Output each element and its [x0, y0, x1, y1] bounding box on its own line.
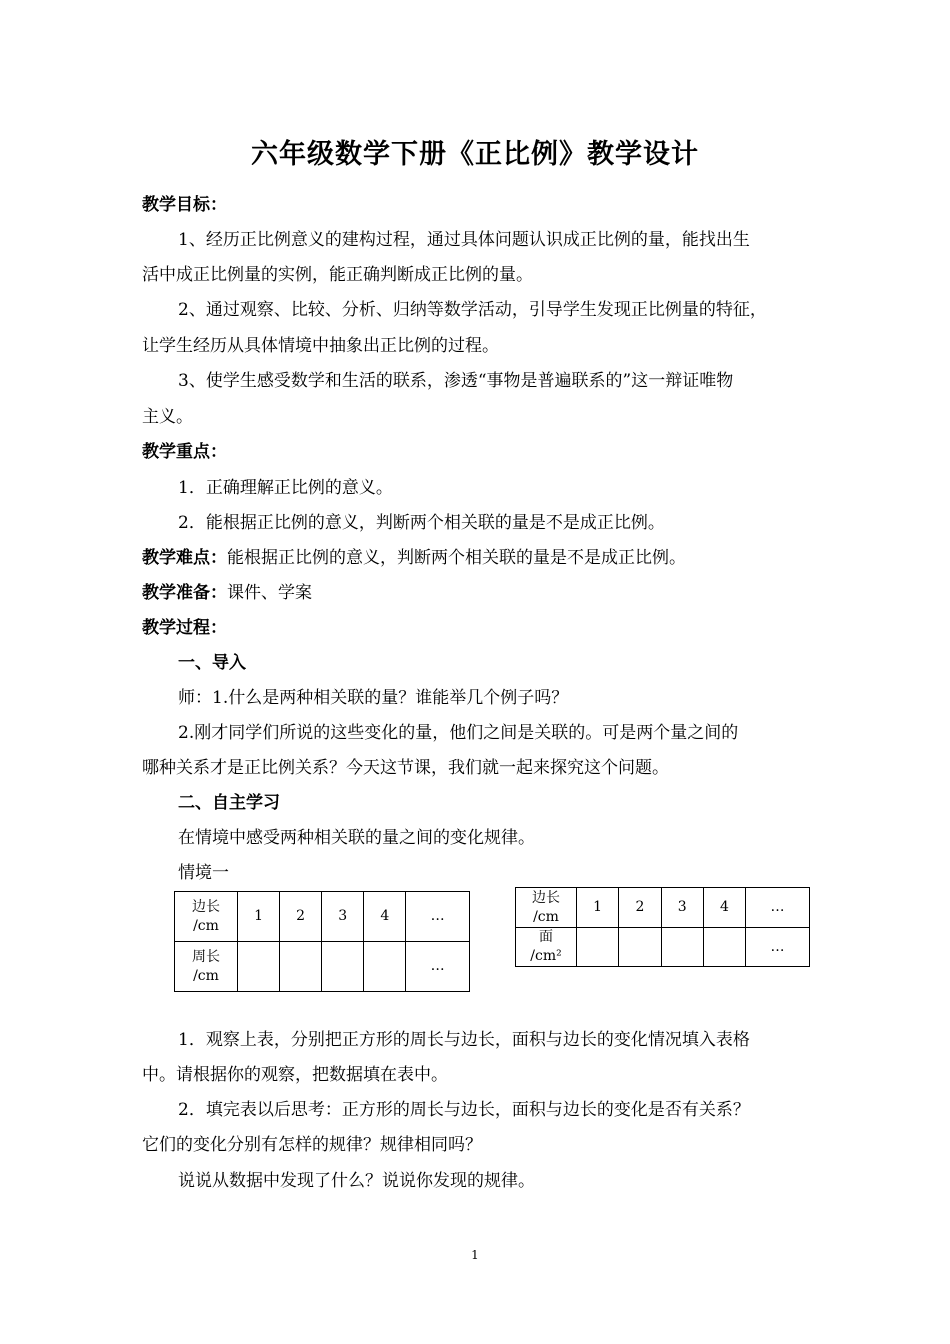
table-row [516, 928, 810, 967]
difficulty-text: 能根据正比例的意义，判断两个相关联的量是不是成正比例。 [227, 548, 686, 568]
table-cell [238, 942, 280, 992]
table-cell: 1 [577, 888, 619, 928]
table-cell: 3 [322, 892, 364, 942]
difficulty-heading: 教学难点： [142, 548, 227, 568]
table-header-cell: 周长 /cm [175, 942, 238, 992]
table-cell: 2 [619, 888, 661, 928]
table-row [516, 888, 810, 928]
table-cell [577, 928, 619, 967]
table-cell: … [406, 892, 470, 942]
table-cell [280, 942, 322, 992]
page-number: 1 [471, 1248, 479, 1262]
goal-3-line-2: 主义。 [142, 407, 193, 427]
table-cell: 3 [661, 888, 703, 928]
section-1-heading: 一、导入 [178, 653, 246, 673]
goal-2-line-1: 2、通过观察、比较、分析、归纳等数学活动，引导学生发现正比例量的特征， [178, 300, 767, 320]
table-row [175, 892, 470, 942]
goal-1-line-1: 1、经历正比例意义的建构过程，通过具体问题认识成正比例的量，能找出生 [178, 230, 750, 250]
process-heading: 教学过程： [142, 618, 227, 638]
section-1-line-1: 师：1.什么是两种相关联的量？谁能举几个例子吗？ [178, 688, 569, 708]
question-3-line: 说说从数据中发现了什么？说说你发现的规律。 [178, 1171, 535, 1191]
key-points-heading: 教学重点： [142, 442, 227, 462]
table-header-cell: 边长 /cm [175, 892, 238, 942]
preparation-text: 课件、学案 [227, 583, 312, 603]
table-cell: … [746, 888, 810, 928]
key-point-1: 1．正确理解正比例的意义。 [178, 478, 393, 498]
table-cell: 1 [238, 892, 280, 942]
goals-heading: 教学目标： [142, 195, 227, 215]
table-cell: … [406, 942, 470, 992]
preparation-line [142, 581, 814, 605]
section-1-line-2: 2.刚才同学们所说的这些变化的量，他们之间是关联的。可是两个量之间的 [178, 723, 739, 743]
table-cell: 4 [364, 892, 406, 942]
question-2-line-2: 它们的变化分别有怎样的规律？规律相同吗？ [142, 1135, 482, 1155]
section-2-line-1: 在情境中感受两种相关联的量之间的变化规律。 [178, 828, 535, 848]
table-row [175, 942, 470, 992]
perimeter-table [174, 891, 470, 992]
section-2-heading: 二、自主学习 [178, 793, 280, 813]
preparation-heading: 教学准备： [142, 583, 227, 603]
table-header-cell: 面 /cm² [516, 928, 577, 967]
section-1-line-3: 哪种关系才是正比例关系？今天这节课，我们就一起来探究这个问题。 [142, 758, 669, 778]
question-1-line-1: 1．观察上表，分别把正方形的周长与边长，面积与边长的变化情况填入表格 [178, 1030, 750, 1050]
area-table [515, 887, 810, 967]
table-cell [619, 928, 661, 967]
goal-2-line-2: 让学生经历从具体情境中抽象出正比例的过程。 [142, 336, 499, 356]
section-2-line-2: 情境一 [178, 863, 229, 883]
table-cell [364, 942, 406, 992]
question-2-line-1: 2．填完表以后思考：正方形的周长与边长，面积与边长的变化是否有关系？ [178, 1100, 750, 1120]
table-cell: 2 [280, 892, 322, 942]
goal-1-line-2: 活中成正比例量的实例，能正确判断成正比例的量。 [142, 265, 533, 285]
key-point-2: 2．能根据正比例的意义，判断两个相关联的量是不是成正比例。 [178, 513, 665, 533]
question-1-line-2: 中。请根据你的观察，把数据填在表中。 [142, 1065, 448, 1085]
difficulty-line [142, 546, 814, 570]
table-cell [703, 928, 745, 967]
table-cell: 4 [703, 888, 745, 928]
table-cell [322, 942, 364, 992]
table-header-cell: 边长 /cm [516, 888, 577, 928]
table-cell [661, 928, 703, 967]
table-cell: … [746, 928, 810, 967]
page-title: 六年级数学下册《正比例》教学设计 [251, 139, 699, 170]
goal-3-line-1: 3、使学生感受数学和生活的联系，渗透“事物是普遍联系的”这一辩证唯物 [178, 371, 734, 391]
